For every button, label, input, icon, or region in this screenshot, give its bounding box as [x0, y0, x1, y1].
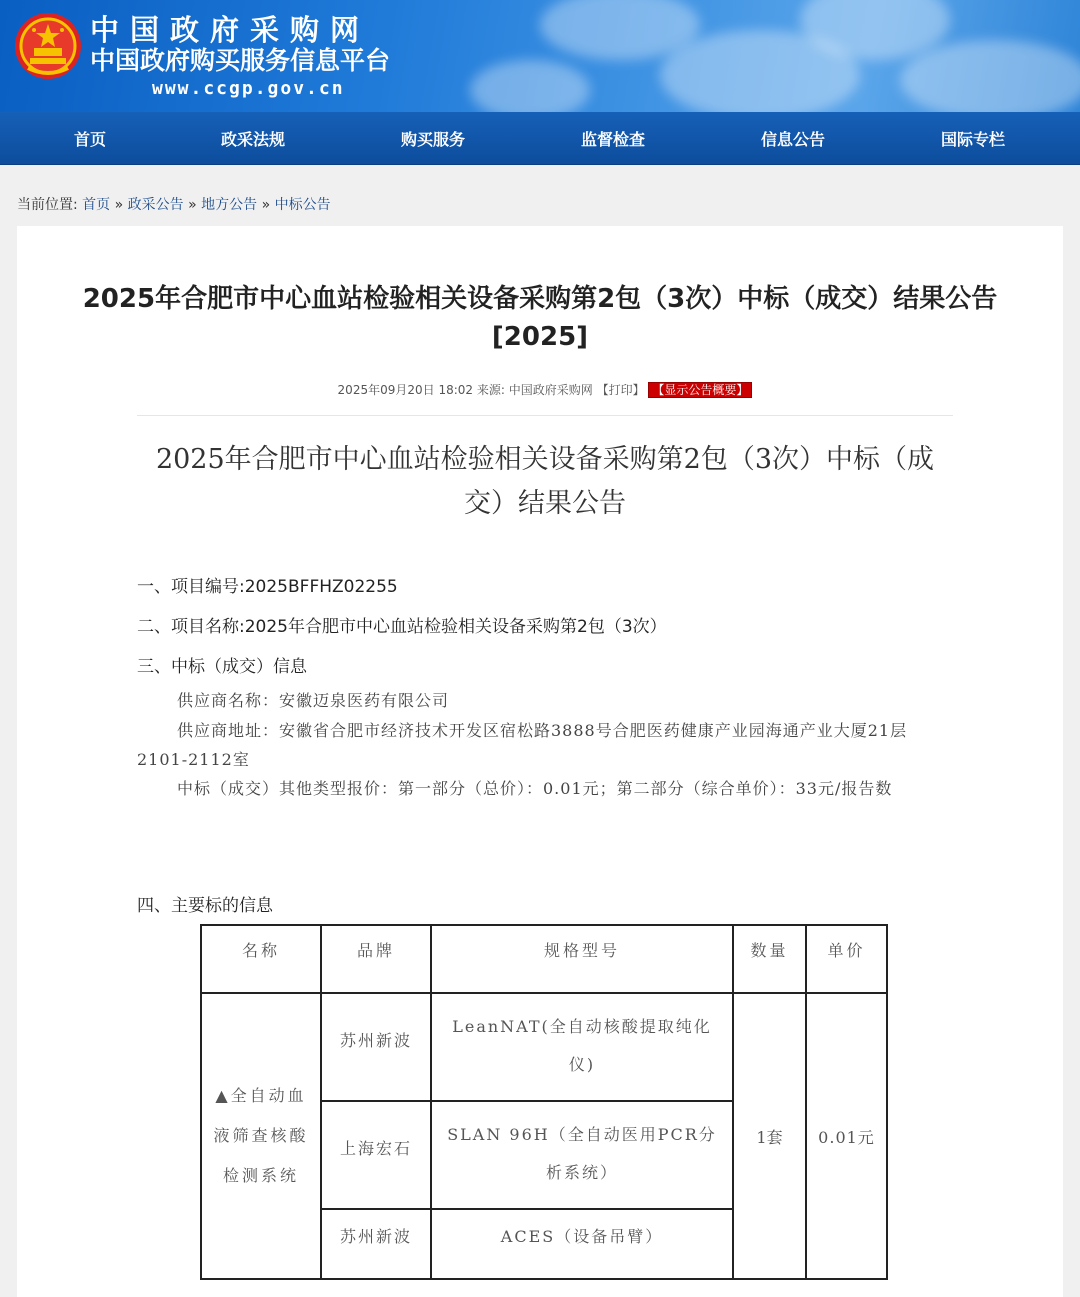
- national-emblem-icon: [14, 12, 82, 80]
- article-card: [17, 226, 1063, 1297]
- header-spec: 规格型号: [431, 925, 733, 993]
- site-url[interactable]: www.ccgp.gov.cn: [152, 78, 345, 99]
- divider: [137, 415, 953, 416]
- table-row: [201, 993, 887, 1101]
- item-spec: SLAN 96H（全自动医用PCR分析系统）: [431, 1101, 733, 1209]
- nav-purchase-services[interactable]: 购买服务: [400, 129, 465, 149]
- main-nav: [0, 112, 1080, 165]
- nav-supervision[interactable]: 监督检查: [580, 129, 645, 149]
- item-spec: LeanNAT(全自动核酸提取纯化仪): [431, 993, 733, 1101]
- section-project-number: [137, 572, 398, 597]
- nav-regulations[interactable]: 政采法规: [220, 129, 285, 149]
- section-project-name: [137, 612, 667, 637]
- show-summary-button[interactable]: 【显示公告概要】: [648, 382, 752, 398]
- item-brand: 上海宏石: [321, 1101, 431, 1209]
- breadcrumb-gov-announcements[interactable]: 政采公告: [127, 197, 184, 213]
- supplier-address: 供应商地址：安徽省合肥市经济技术开发区宿松路3888号合肥医药健康产业园海通产业大厦21层2101-2112室: [137, 721, 908, 769]
- article-meta: [137, 381, 953, 398]
- site-title[interactable]: 中国政府采购网: [90, 13, 371, 47]
- nav-home[interactable]: 首页: [73, 129, 106, 149]
- section-award-info: 三、中标（成交）信息: [137, 657, 307, 677]
- breadcrumb-local-announcements[interactable]: 地方公告: [201, 197, 258, 213]
- breadcrumb-award-announcements[interactable]: 中标公告: [274, 197, 331, 213]
- breadcrumb-prefix: 当前位置:: [17, 197, 78, 213]
- header-name: 名称: [201, 925, 321, 993]
- supplier-name: 供应商名称：安徽迈泉医药有限公司: [177, 691, 450, 710]
- table-header-row: [201, 925, 887, 993]
- project-number: 2025BFFHZ02255: [244, 577, 398, 597]
- section-main-items: 四、主要标的信息: [137, 896, 273, 916]
- section-label: 二、项目名称:: [137, 617, 245, 637]
- item-brand: 苏州新波: [321, 1209, 431, 1279]
- header-unit-price: 单价: [806, 925, 887, 993]
- nav-announcements[interactable]: 信息公告: [760, 129, 825, 149]
- breadcrumb-sep: »: [261, 197, 271, 213]
- article-title: 2025年合肥市中心血站检验相关设备采购第2包（3次）中标（成交）结果公告[2025]: [82, 284, 998, 352]
- breadcrumb-home[interactable]: 首页: [82, 197, 111, 213]
- print-link[interactable]: 【打印】: [596, 383, 645, 397]
- section-label: 一、项目编号:: [137, 577, 245, 597]
- header-quantity: 数量: [733, 925, 806, 993]
- item-spec: ACES（设备吊臂）: [431, 1209, 733, 1279]
- article-date: 2025年09月20日 18:02: [337, 383, 474, 397]
- item-quantity: 1套: [733, 993, 806, 1279]
- award-price: 中标（成交）其他类型报价：第一部分（总价）：0.01元；第二部分（综合单价）：33元/报告数: [177, 779, 893, 798]
- item-unit-price: 0.01元: [806, 993, 887, 1279]
- project-name: 2025年合肥市中心血站检验相关设备采购第2包（3次）: [244, 617, 667, 637]
- item-brand: 苏州新波: [321, 993, 431, 1101]
- article-source: 中国政府采购网: [508, 383, 593, 397]
- item-name: ▲全自动血液筛查核酸检测系统: [201, 993, 321, 1279]
- header-brand: 品牌: [321, 925, 431, 993]
- nav-international[interactable]: 国际专栏: [940, 129, 1005, 149]
- site-subtitle: 中国政府购买服务信息平台: [90, 46, 391, 75]
- breadcrumb: [17, 194, 331, 214]
- breadcrumb-sep: »: [114, 197, 124, 213]
- document-title: 2025年合肥市中心血站检验相关设备采购第2包（3次）中标（成交）结果公告: [155, 444, 935, 519]
- source-label: 来源:: [476, 383, 505, 397]
- items-table: [200, 924, 888, 1280]
- site-header: [0, 0, 1080, 112]
- breadcrumb-sep: »: [188, 197, 197, 213]
